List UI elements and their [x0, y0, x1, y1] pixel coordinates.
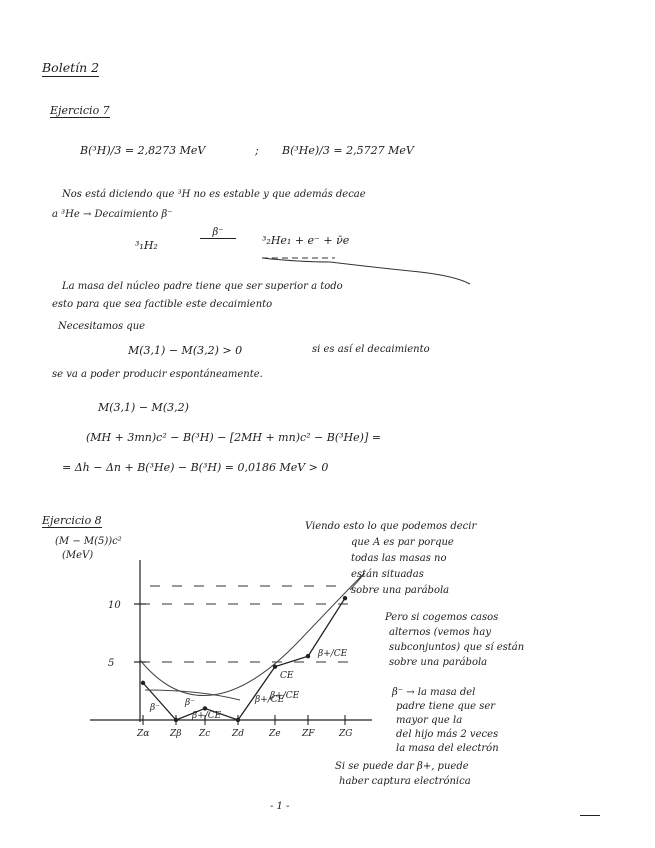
y-axis-label: (M − M(5))c²	[55, 536, 122, 547]
page-title: Boletín 2	[42, 60, 100, 75]
note-line: sobre una parábola	[351, 585, 450, 596]
x-tick-label: Ze	[269, 729, 281, 739]
y-tick-label: 5	[108, 658, 115, 669]
x-tick-label: Zα	[137, 729, 150, 739]
note-line: están situadas	[351, 569, 424, 580]
decay-annotation: β⁻	[185, 698, 195, 708]
text-line: La masa del núcleo padre tiene que ser superior a todo	[62, 281, 343, 292]
exercise-7-heading: Ejercicio 7	[50, 104, 110, 117]
calc-line: (MH + 3mn)c² − B(³H) − [2MH + mn)c² − B(³He)] =	[86, 431, 381, 444]
connector-curve	[262, 258, 470, 284]
note-line: Pero si cogemos casos	[385, 612, 499, 623]
separator: ;	[255, 144, 259, 157]
note-line: alternos (vemos hay	[389, 627, 491, 638]
note-line: Viendo esto lo que podemos decir	[305, 521, 477, 532]
calc-result: = Δh − Δn + B(³He) − B(³H) = 0,0186 MeV > 0	[62, 461, 329, 474]
note-line: β⁻ → la masa del	[392, 687, 476, 698]
note-line: mayor que la	[396, 715, 463, 726]
binding-energy-h3: B(³H)/3 = 2,8273 MeV	[80, 144, 206, 157]
data-point	[141, 681, 145, 685]
decay-annotation: β+/CE	[192, 711, 222, 721]
text-line: Nos está diciendo que ³H no es estable y que además decae	[62, 189, 366, 200]
data-point	[174, 718, 178, 722]
y-tick-label: 10	[108, 600, 121, 611]
note-line: subconjuntos) que sí están	[389, 642, 525, 653]
note-line: haber captura electrónica	[339, 776, 471, 787]
note-line: Si se puede dar β+, puede	[335, 761, 469, 772]
note-line: que A es par porque	[351, 537, 454, 548]
y-axis-unit: (MeV)	[62, 550, 94, 561]
note-line: sobre una parábola	[389, 657, 488, 668]
text-line: esto para que sea factible este decaimiento	[52, 299, 273, 310]
note-line: todas las masas no	[351, 553, 447, 564]
series-line	[143, 598, 345, 720]
text-line: Necesitamos que	[58, 321, 146, 332]
reaction-arrow: β⁻	[200, 228, 236, 239]
reaction-products: ³₂He₁ + e⁻ + ν̄e	[262, 234, 350, 247]
data-point	[306, 654, 310, 658]
decay-annotation: β⁻	[150, 703, 160, 713]
decay-annotation: β+/CE	[318, 649, 348, 659]
corner-mark	[580, 815, 600, 816]
page-number: - 1 -	[270, 801, 290, 812]
calc-line: M(3,1) − M(3,2)	[98, 401, 189, 414]
decay-annotation: β+/CE	[255, 695, 285, 705]
text-line: si es así el decaimiento	[312, 344, 430, 355]
decay-annotation: β+/CE	[270, 691, 300, 701]
data-point	[236, 718, 240, 722]
x-tick-label: Zd	[232, 729, 245, 739]
note-line: padre tiene que ser	[396, 701, 496, 712]
binding-energy-he3: B(³He)/3 = 2,5727 MeV	[282, 144, 414, 157]
x-tick-label: Zβ	[170, 729, 182, 739]
exercise-8-heading: Ejercicio 8	[42, 514, 102, 527]
data-point	[203, 706, 207, 710]
text-line: a ³He → Decaimiento β⁻	[52, 209, 173, 220]
text-line: se va a poder producir espontáneamente.	[52, 369, 263, 380]
note-line: del hijo más 2 veces	[396, 729, 499, 740]
note-line: la masa del electrón	[396, 743, 499, 754]
data-point	[343, 596, 347, 600]
x-tick-label: ZG	[339, 729, 353, 739]
x-tick-label: Zc	[199, 729, 211, 739]
parabola-even	[140, 573, 364, 695]
reaction-parent: ³₁H₂	[135, 239, 158, 252]
decay-annotation: CE	[280, 671, 294, 681]
x-tick-label: ZF	[302, 729, 315, 739]
mass-condition: M(3,1) − M(3,2) > 0	[128, 344, 243, 357]
